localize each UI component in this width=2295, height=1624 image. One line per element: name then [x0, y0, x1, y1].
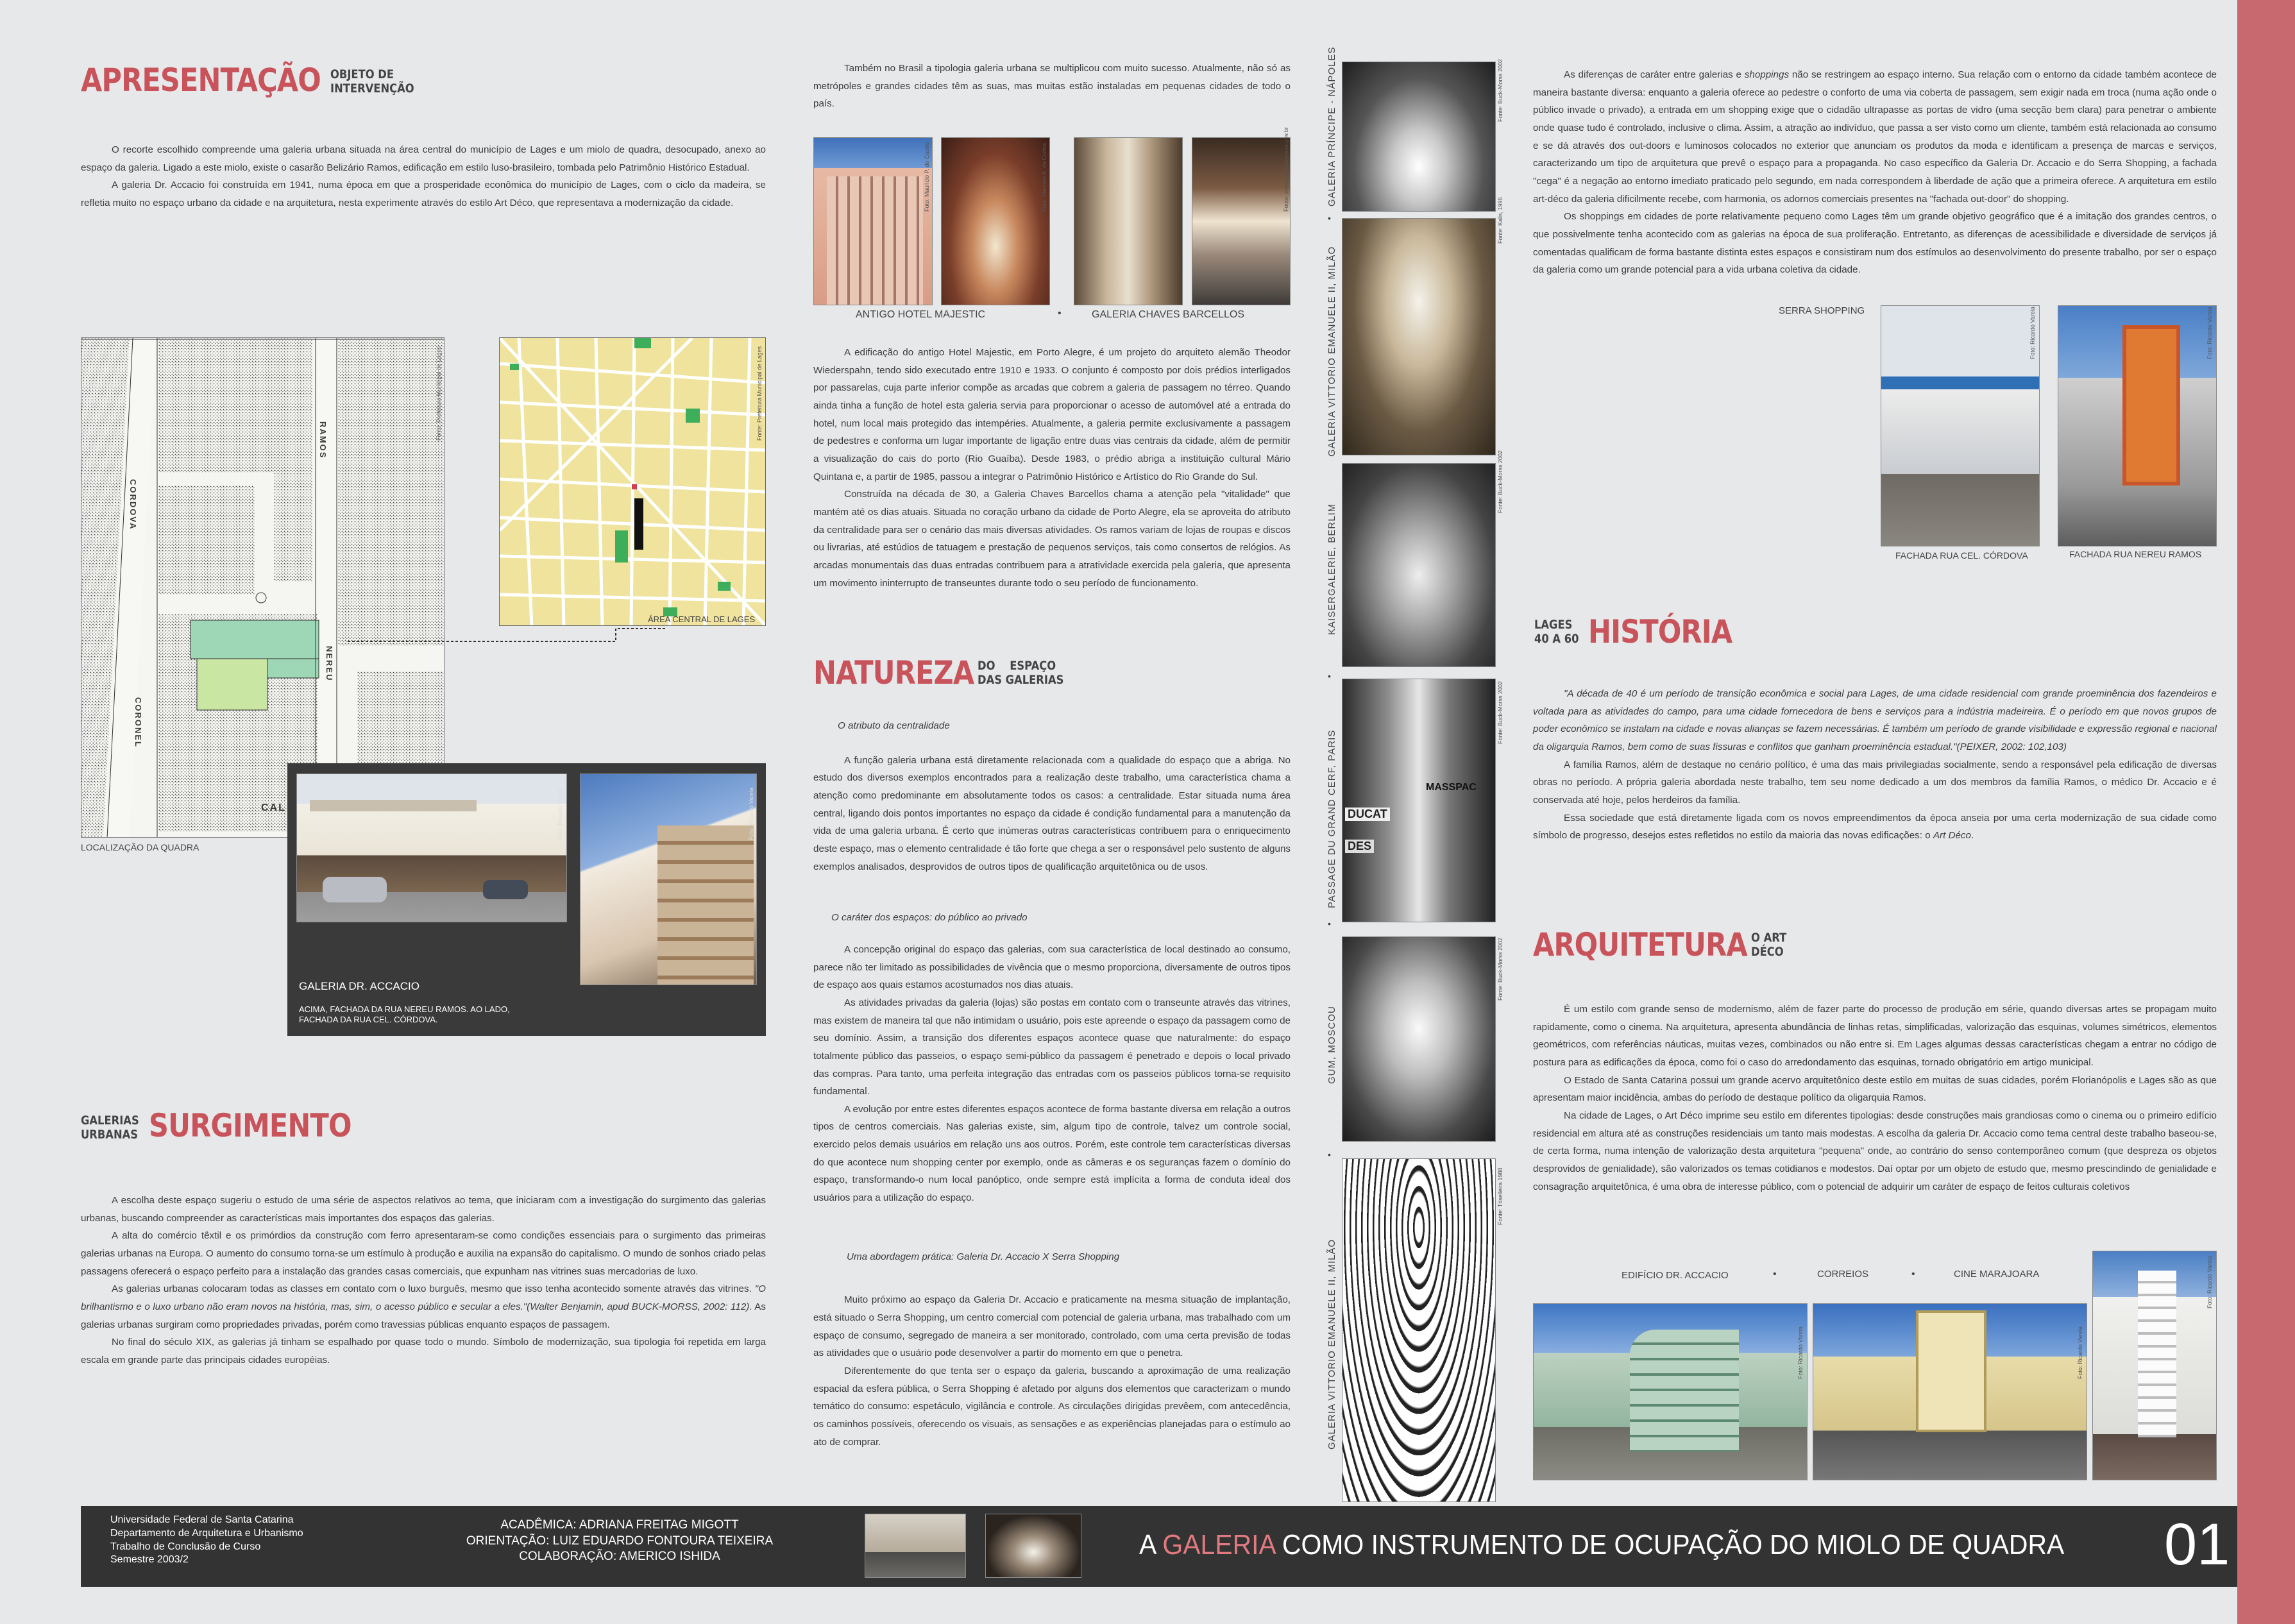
gallery-label: GALERIA VITTORIO EMANUELE II, MILÃO: [1326, 246, 1337, 457]
paragraph: A função galeria urbana está diretamente relacionada com a qualidade do espaço que a abriga. No estudo dos diversos exemplos encontrados para a realização deste trabalho, uma característica chama a atenção como predominante em absolutamente todos os casos: a centralidade. Estar situada numa área central, ligando dois pontos importantes no espaço da cidade é condição fundamental para a manutenção da vida de uma galeria urbana. É certo que inúmeras outras características contribuem para o enriquecimento deste espaço, mas o elemento centralidade é tão forte que chega a ser o responsável pelo sustento de alguns exemplos analisados, desprovidos de outros tipos de qualificação arquitetônica ou de usos.: [813, 754, 1291, 872]
photo-serra-cordova: [1881, 305, 2040, 546]
surgimento-title: SURGIMENTO: [149, 1107, 351, 1144]
photo-credit: Fonte: Buck-Morss 2002: [1497, 681, 1503, 744]
natureza-title: NATUREZA: [813, 654, 974, 691]
photo-credit: Foto: Ricardo Varela: [2206, 307, 2213, 359]
historia-subtitle: LAGES 40 A 60: [1534, 618, 1579, 646]
photo-chaves-1: [1074, 137, 1183, 305]
gallery-bullet: •: [1328, 671, 1331, 681]
arquitetura-text: [1533, 1001, 2217, 1196]
paragraph: Construída na década de 30, a Galeria Chaves Barcellos chama a atenção pela "vitalidade" que mantém até os dias atuais. Situada no coração urbano da cidade de Porto Alegre, ela se aproveita do atributo da centralidade para ser o cenário das mais diversas atividades. Os ramos variam de lojas de roupas e discos ou livrarias, até estúdios de tatuagem e prestação de pequenos serviços, tais como consertos de relógios. As arcadas monumentais das duas entradas contribuem para a atratividade exercida pela galeria, que apresenta um movimento ininterrupto de transeuntes durante todo o seu período de funcionamento.: [813, 489, 1291, 589]
map-connector-line: [346, 625, 706, 645]
gallery-label: GALERIA PRÍNCIPE - NÁPOLES: [1326, 46, 1337, 207]
historia-quote: "A década de 40 é um período de transição econômica e social para Lages, de uma cidade residencial com grande proeminência dos fazendeiros e voltada para as atividades do campo, para uma cidade fornecedora de bens e serviços para a indústria madeireira. É o período em que novos grupos de poder econômico se instalam na cidade e novas alianças se fazem necessárias. É também um período de grande visibilidade e expressão regional e nacional da oligarquia Ramos, bem como de suas fissuras e conflitos que ganham proeminência estadual."(PEIXER, 2002: 102,103): [1533, 688, 2217, 752]
paragraph: A família Ramos, além de destaque no cenário político, é uma das mais privilegiadas socialmente, sendo a responsável pela edificação de diversas obras no período. A própria galeria abordada neste trabalho, tem seu nome dedicado a um dos membros da família Ramos, o médico Dr. Accacio e é conservada até hoje, pelos herdeiros da família.: [1533, 759, 2217, 806]
paragraph: A alta do comércio têxtil e os primórdios da construção com ferro apresentaram-se como condições essenciais para o surgimento das primeiras galerias urbanas na Europa. O aumento do consumo torna-se um estímulo à produção e auxilia na expansão do capitalismo. O mundo de sonhos criado pelas passagens oferecerá o espaço perfeito para a instalação das grandes casas comerciais, que expunham nas vitrines suas mercadorias de luxo.: [81, 1230, 766, 1277]
paragraph: A galeria Dr. Accacio foi construída em 1941, numa época em que a prosperidade econômica do município de Lages, com o ciclo da madeira, se refletia muito no espaço urbano da cidade e na arquitetura, nesta experimente através do estilo Art Déco, que representava a modernização da cidade.: [81, 180, 766, 208]
gallery-label: GALERIA VITTORIO EMANUELE II, MILÃO: [1326, 1239, 1337, 1450]
natureza-sub1: O atributo da centralidade: [838, 720, 950, 731]
photo-chaves-2: [1192, 137, 1291, 305]
paragraph: A concepção original do espaço das galerias, com sua característica de local destinado ao consumo, parece não ter limitado as possibilidades de vivência que o mesmo proporciona, diversamente de outros tipos de espaço aos quais estamos acostumados nos dias atuais.: [813, 943, 1291, 991]
photo-credit: Fonte: Buck-Morss 2002: [1497, 58, 1503, 122]
paragraph: As galerias urbanas colocaram todas as classes em contato com o luxo burguês, mesmo que isso tenha acontecido somente através das vitrines. "O brilhantismo e o luxo urbano não eram novos na história, mas, sim, o acesso público e secular a eles."(Walter Benjamin, apud BUCK-MORSS, 2002: 112). As galerias urbanas surgiram como propriedades privadas, porém como travessias públicas enquanto espaços de passagem.: [81, 1283, 766, 1330]
street-label: CORDOVA: [128, 479, 138, 530]
natureza-sub2: O caráter dos espaços: do público ao privado: [831, 912, 1028, 924]
photo-credit: Foto: Ricardo Varela: [2029, 307, 2036, 359]
surgimento-text: [81, 1192, 766, 1369]
footer-photo-2: [985, 1514, 1081, 1578]
gallery-photo-milao-1: [1342, 218, 1496, 455]
street-label: CORONEL: [133, 697, 143, 748]
footer-photo-1: [865, 1514, 966, 1578]
caption-correios: CORREIOS: [1817, 1269, 1869, 1280]
footer-bar: [81, 1506, 2237, 1587]
footer-line: COLABORAÇÃO: AMERICO ISHIDA: [519, 1550, 720, 1564]
paragraph: Também no Brasil a tipologia galeria urbana se multiplicou com muito sucesso. Atualmente, não só as metrópoles e grandes cidades têm as suas, mas muitas estão instaladas em pequenas cidades de todo o país.: [813, 63, 1291, 110]
photo-majestic-2: [941, 137, 1050, 305]
photo-credit: Fonte: Kalis, 1996: [1497, 197, 1503, 244]
map-credit: Fonte: Prefeitura Municipal de Lages: [436, 346, 442, 441]
paragraph: A evolução por entre estes diferentes espaços acontece de forma bastante diversa em relação a outros tipos de centros comerciais. Nas galerias existe, sim, algum tipo de controle, talvez um controle social, exercido pelos demais usuários em relação uns aos outros. Porém, este controle tem características diversas do que acontece num shopping center por exemplo, onde as câmeras e os seguranças fazem o domínio do espaço, transformando-o num local panóptico, onde sempre está implícita a forma de conduta ideal dos usuários para a utilização do espaço.: [813, 1103, 1291, 1204]
caption-serra: SERRA SHOPPING: [1779, 305, 1865, 316]
gallery-photo-napoles: [1342, 62, 1496, 212]
paragraph: O Estado de Santa Catarina possui um grande acervo arquitetônico deste estilo em muitas de suas cidades, porém Florianópolis e Lages são as que apresentam maior incidência, ambas do período de destaque político da oligarquia Ramos.: [1533, 1074, 2217, 1104]
arquitetura-subtitle: O ART DÉCO: [1751, 931, 1787, 959]
footer-line: Departamento de Arquitetura e Urbanismo: [110, 1527, 303, 1539]
caption-bullet: •: [1058, 308, 1062, 319]
photo-cine-marajoara: [2092, 1251, 2217, 1480]
galeria-box: [287, 763, 766, 1036]
street-label: CAL: [261, 802, 286, 813]
historia-title: HISTÓRIA: [1588, 613, 1732, 650]
gallery-photo-berlim: [1342, 463, 1496, 667]
paragraph: É um estilo com grande senso de modernismo, além de fazer parte do processo de produção em série, quando diversas artes se propagam muito rapidamente, como o cinema. Na arquitetura, apresenta abundância de linhas retas, simplificadas, valorização das esquinas, volumes simétricos, elementos geométricos, com referências náuticas, muitas vezes, combinados ou não entre si. Em Lages algumas dessas características chegam a entrar no código de postura para as edificações da época, como foi o caso do arredondamento das esquinas, tornado obrigatório em artigo municipal.: [1533, 1004, 2217, 1068]
map-area-caption: ÁREA CENTRAL DE LAGES: [648, 614, 756, 624]
photo-credit: Fonte: Buck-Morss 2002: [1497, 450, 1503, 513]
apresentacao-subtitle: OBJETO DE INTERVENÇÃO: [330, 67, 414, 96]
natureza-subtitle: DO ESPAÇO DAS GALERIAS: [978, 659, 1064, 687]
galeria-photo-cordova: [580, 774, 757, 985]
right-color-bar: [2237, 0, 2295, 1624]
paragraph: A edificação do antigo Hotel Majestic, em Porto Alegre, é um projeto do arquiteto alemão Theodor Wiederspahn, tendo sido executado entre 1910 e 1933. O conjunto é composto por dois prédios interligados por passarelas, cuja parte inferior compõe as arcadas que cobrem a galeria de passagem no térreo. Quando ainda tinha a função de hotel esta galeria servia para proporcionar o acesso de automóvel até a entrada do hotel, num local mais protegido das intempéries. Atualmente, a galeria permite exclusivamente a passagem de pedestres e conforma um lugar importante de ligação entre duas vias centrais da cidade, além de permitir a visualização do cais do porto (Rio Guaíba). Desde 1983, o prédio abriga a instituição cultural Mário Quintana e, a partir de 1985, passou a integrar o Patrimônio Histórico e Artístico do Rio Grande do Sul.: [813, 347, 1291, 482]
gallery-bullet: •: [1328, 213, 1331, 223]
arquitetura-title: ARQUITETURA: [1533, 926, 1747, 963]
gallery-label: KAISERGALERIE, BERLIM: [1326, 503, 1337, 635]
paragraph: As diferenças de caráter entre galerias e shoppings não se restringem ao espaço interno. Sua relação com o entorno da cidade também acontece de maneira bastante diversa: enquanto a galeria oferece ao pedestre o conforto de uma via coberta de passagem, sem exigir nada em troca (numa ação onde o público invade o privado), a entrada em um shopping exige que o cidadão ultrapasse as portas de vidro (uma secção bem clara) para penetrar o ambiente onde quase tudo é controlado, inclusive o clima. Assim, a atração ao indivíduo, que passa a ser visto como um cliente, também está relacionada ao consumo e se dá através dos out-doors e luminosos colocados no exterior que anunciam os produtos da moda e identificam a presença de marcas e serviços, caracterizando um tipo de arquitetura que prevê o espaço para a propaganda. No caso específico da Galeria Dr. Accacio e do Serra Shopping, a fachada "cega" é a negação ao entorno imediato praticado pelo segundo, em nada correspondem à liberdade de ação que a primeira oferece. A arquitetura em estilo art-déco da galeria dificilmente recebe, com harmonia, os adornos comerciais presentes na "fachada out-door" do shopping.: [1533, 69, 2217, 205]
photo-credit: Fonte: www.portoalegre.rs.gov.br: [1283, 127, 1289, 212]
photo-credit: Foto: Ricardo Varela: [1797, 1326, 1804, 1379]
gallery-photo-moscou: [1342, 936, 1496, 1142]
footer-line: ORIENTAÇÃO: LUIZ EDUARDO FONTOURA TEIXEIRA: [466, 1534, 774, 1548]
photo-credit: Foto: Ricardo Varela: [748, 788, 754, 840]
sign-text: DES: [1345, 840, 1374, 853]
galeria-photo-nereu: [296, 774, 567, 922]
photo-credit: Fonte: Buck-Morss 2002: [1497, 937, 1503, 1001]
galeria-box-caption: ACIMA, FACHADA DA RUA NEREU RAMOS. AO LADO, FACHADA DA RUA CEL. CÓRDOVA.: [299, 1004, 510, 1025]
map-area-drawing: [500, 338, 766, 626]
gallery-bullet: •: [1328, 1149, 1331, 1160]
map-credit: Fonte: Prefeitura Municipal de Lages: [756, 346, 763, 441]
footer-page-number: 01: [2164, 1512, 2230, 1577]
historia-text: [1533, 685, 2217, 845]
map-quadra-caption: LOCALIZAÇÃO DA QUADRA: [81, 842, 199, 852]
photo-edificio-accacio: [1533, 1303, 1808, 1480]
paragraph: No final do século XIX, as galerias já tinham se espalhado por quase todo o mundo. Símbolo de modernização, sua tipologia foi repetida em larga escala em grande parte das principais cidades européias.: [81, 1337, 766, 1366]
caption-fachada-cordova: FACHADA RUA CEL. CÓRDOVA: [1895, 550, 2028, 561]
footer-title: A GALERIA COMO INSTRUMENTO DE OCUPAÇÃO DO MIOLO DE QUADRA: [1139, 1529, 2065, 1561]
paragraph: Diferentemente do que tenta ser o espaço da galeria, buscando a aproximação de uma realização espacial da esfera pública, o Serra Shopping é afetado por alguns dos elementos que caracterizam o mundo temático do consumo: espetáculo, vigilância e controle. As circulações dirigidas prevêem, com antecedência, os caminhos possíveis, oferecendo os visuais, as sensações e as experiências planejadas para o estímulo ao ato de comprar.: [813, 1366, 1291, 1448]
gallery-label: PASSAGE DU GRAND CERF, PARIS: [1326, 729, 1337, 908]
gallery-bullet: •: [1328, 918, 1331, 929]
paragraph: Essa sociedade que está diretamente ligada com os novos empreendimentos da época anseia por uma certa modernização de sua cidade como símbolo de progresso, desejos estes refletidos no estilo da maioria das novas edificações: o Art Déco.: [1533, 812, 2217, 842]
surgimento-subtitle: GALERIAS URBANAS: [81, 1113, 139, 1142]
caption-chaves: GALERIA CHAVES BARCELLOS: [1092, 309, 1245, 320]
caption-bullet: •: [1911, 1269, 1915, 1280]
gallery-photo-milao-2: [1342, 1158, 1496, 1502]
galeria-box-title: GALERIA DR. ACCACIO: [299, 980, 419, 992]
street-label: NEREU: [325, 646, 334, 682]
map-quadra: [81, 337, 445, 838]
photo-serra-nereu: [2058, 305, 2217, 546]
paragraph: O recorte escolhido compreende uma galeria urbana situada na área central do município de Lages e um miolo de quadra, desocupado, anexo ao espaço da galeria. Ligado a este miolo, existe o casarão Belizário Ramos, edificação em estilo luso-brasileiro, tombada pelo Patrimônio Histórico Estadual.: [81, 144, 766, 173]
footer-line: Universidade Federal de Santa Catarina: [110, 1514, 294, 1525]
paragraph: Na cidade de Lages, o Art Déco imprime seu estilo em diferentes tipologias: desde construções mais grandiosas como o cinema ou o primeiro edifício residencial em altura até as construções residenciais um tanto mais modestas. A escolha da galeria Dr. Accacio como tema central deste trabalho baseou-se, de certa forma, numa intenção de valorização desta arquitetura "pequena" onde, ao contrário do senso contemporâneo comum (que despreza os objetos desprovidos de genialidade), são valorizados os temas cotidianos e modestos. Daí optar por um objeto de estudo que, mesmo prescindindo de genialidade e consagração arquitetônica, é uma obra de interesse público, com o potencial de adquirir um caráter de espaço de feitos culturais coletivos: [1533, 1110, 2217, 1192]
natureza-text: [813, 717, 1291, 1451]
paragraph: Os shoppings em cidades de porte relativamente pequeno como Lages têm um grande objetivo geográfico que é a imitação dos grandes centros, o que possivelmente tenha acontecido com as galerias na época de sua proliferação. Entretanto, as diferenças de acessibilidade e diversidade de serviços já comentadas qualificam de forma bastante distinta estes espaços e consistiram num dos estímulos ao desenvolvimento do presente trabalho, por ser o espaço da galeria como um grande potencial para a vida urbana coletiva da cidade.: [1533, 211, 2217, 276]
map-area-central: [499, 337, 766, 626]
paragraph: As atividades privadas da galeria (lojas) são postas em contato com o transeunte através das vitrines, mas existem de maneira tal que não intimidam o usuário, pois este apreende o espaço da passagem como de seu domínio. Assim, a transição dos diferentes espaços acontece quase que naturalmente: do espaço totalmente público das passeios, o espaço semi-público da passagem é penetrado e depois o local privado das compras. Para tanto, uma perfeita integração das entradas com os passeios públicos torna-se requisito fundamental.: [813, 997, 1291, 1097]
col4-text: [1533, 66, 2217, 279]
caption-accacio: EDIFÍCIO DR. ACCACIO: [1622, 1270, 1729, 1281]
sign-text: MASSPAC: [1426, 782, 1477, 793]
photo-credit: Foto: Ricardo Varela: [2077, 1326, 2083, 1379]
footer-university: [110, 1514, 303, 1567]
photo-credit: Foto: Marcelo A. da Cunha: [1041, 142, 1047, 212]
col2-text-majestic: [813, 344, 1291, 592]
photo-credit: Foto: Mauricio P. de Castro: [924, 142, 930, 212]
photo-credit: Fonte: Tóselleira 1988: [1497, 1167, 1503, 1225]
apresentacao-text: [81, 141, 766, 212]
street-label: RAMOS: [318, 421, 328, 459]
col2-intro: [813, 60, 1291, 113]
gallery-photo-paris: [1342, 679, 1496, 922]
natureza-sub3: Uma abordagem prática: Galeria Dr. Accacio X Serra Shopping: [847, 1251, 1120, 1262]
paragraph: A escolha deste espaço sugeriu o estudo de uma série de aspectos relativos ao tema, que iniciaram com a investigação do surgimento das galerias urbanas, buscando compreender as características mais importantes dos espaços das galerias.: [81, 1195, 766, 1224]
photo-credit: Foto: Ricardo Varela: [557, 788, 563, 840]
photo-majestic-1: [813, 137, 933, 305]
caption-bullet: •: [1773, 1269, 1777, 1280]
apresentacao-title: APRESENTAÇÃO: [81, 62, 321, 99]
footer-line: ACADÊMICA: ADRIANA FREITAG MIGOTT: [500, 1518, 739, 1532]
caption-fachada-nereu: FACHADA RUA NEREU RAMOS: [2069, 549, 2202, 559]
footer-line: Semestre 2003/2: [110, 1554, 189, 1566]
photo-credit: Foto: Ricardo Varela: [2206, 1256, 2213, 1308]
caption-majestic: ANTIGO HOTEL MAJESTIC: [856, 309, 986, 320]
paragraph: Muito próximo ao espaço da Galeria Dr. Accacio e praticamente na mesma situação de implantação, está situado o Serra Shopping, um centro comercial com potencial de galeria urbana, mas trabalhado com um espaço de consumo, segregado de maneira a ser monitorado, controlado, com uma certa previsão de todas as atividades que o usuário pode desenvolver a partir do momento em que o penetra.: [813, 1294, 1291, 1359]
footer-credits: [453, 1518, 786, 1565]
footer-line: Trabalho de Conclusão de Curso: [110, 1541, 261, 1552]
caption-cine: CINE MARAJOARA: [1954, 1269, 2040, 1280]
photo-correios: [1813, 1303, 2087, 1480]
sign-text: DUCAT: [1345, 808, 1390, 821]
gallery-label: GUM, MOSCOU: [1326, 1006, 1337, 1084]
